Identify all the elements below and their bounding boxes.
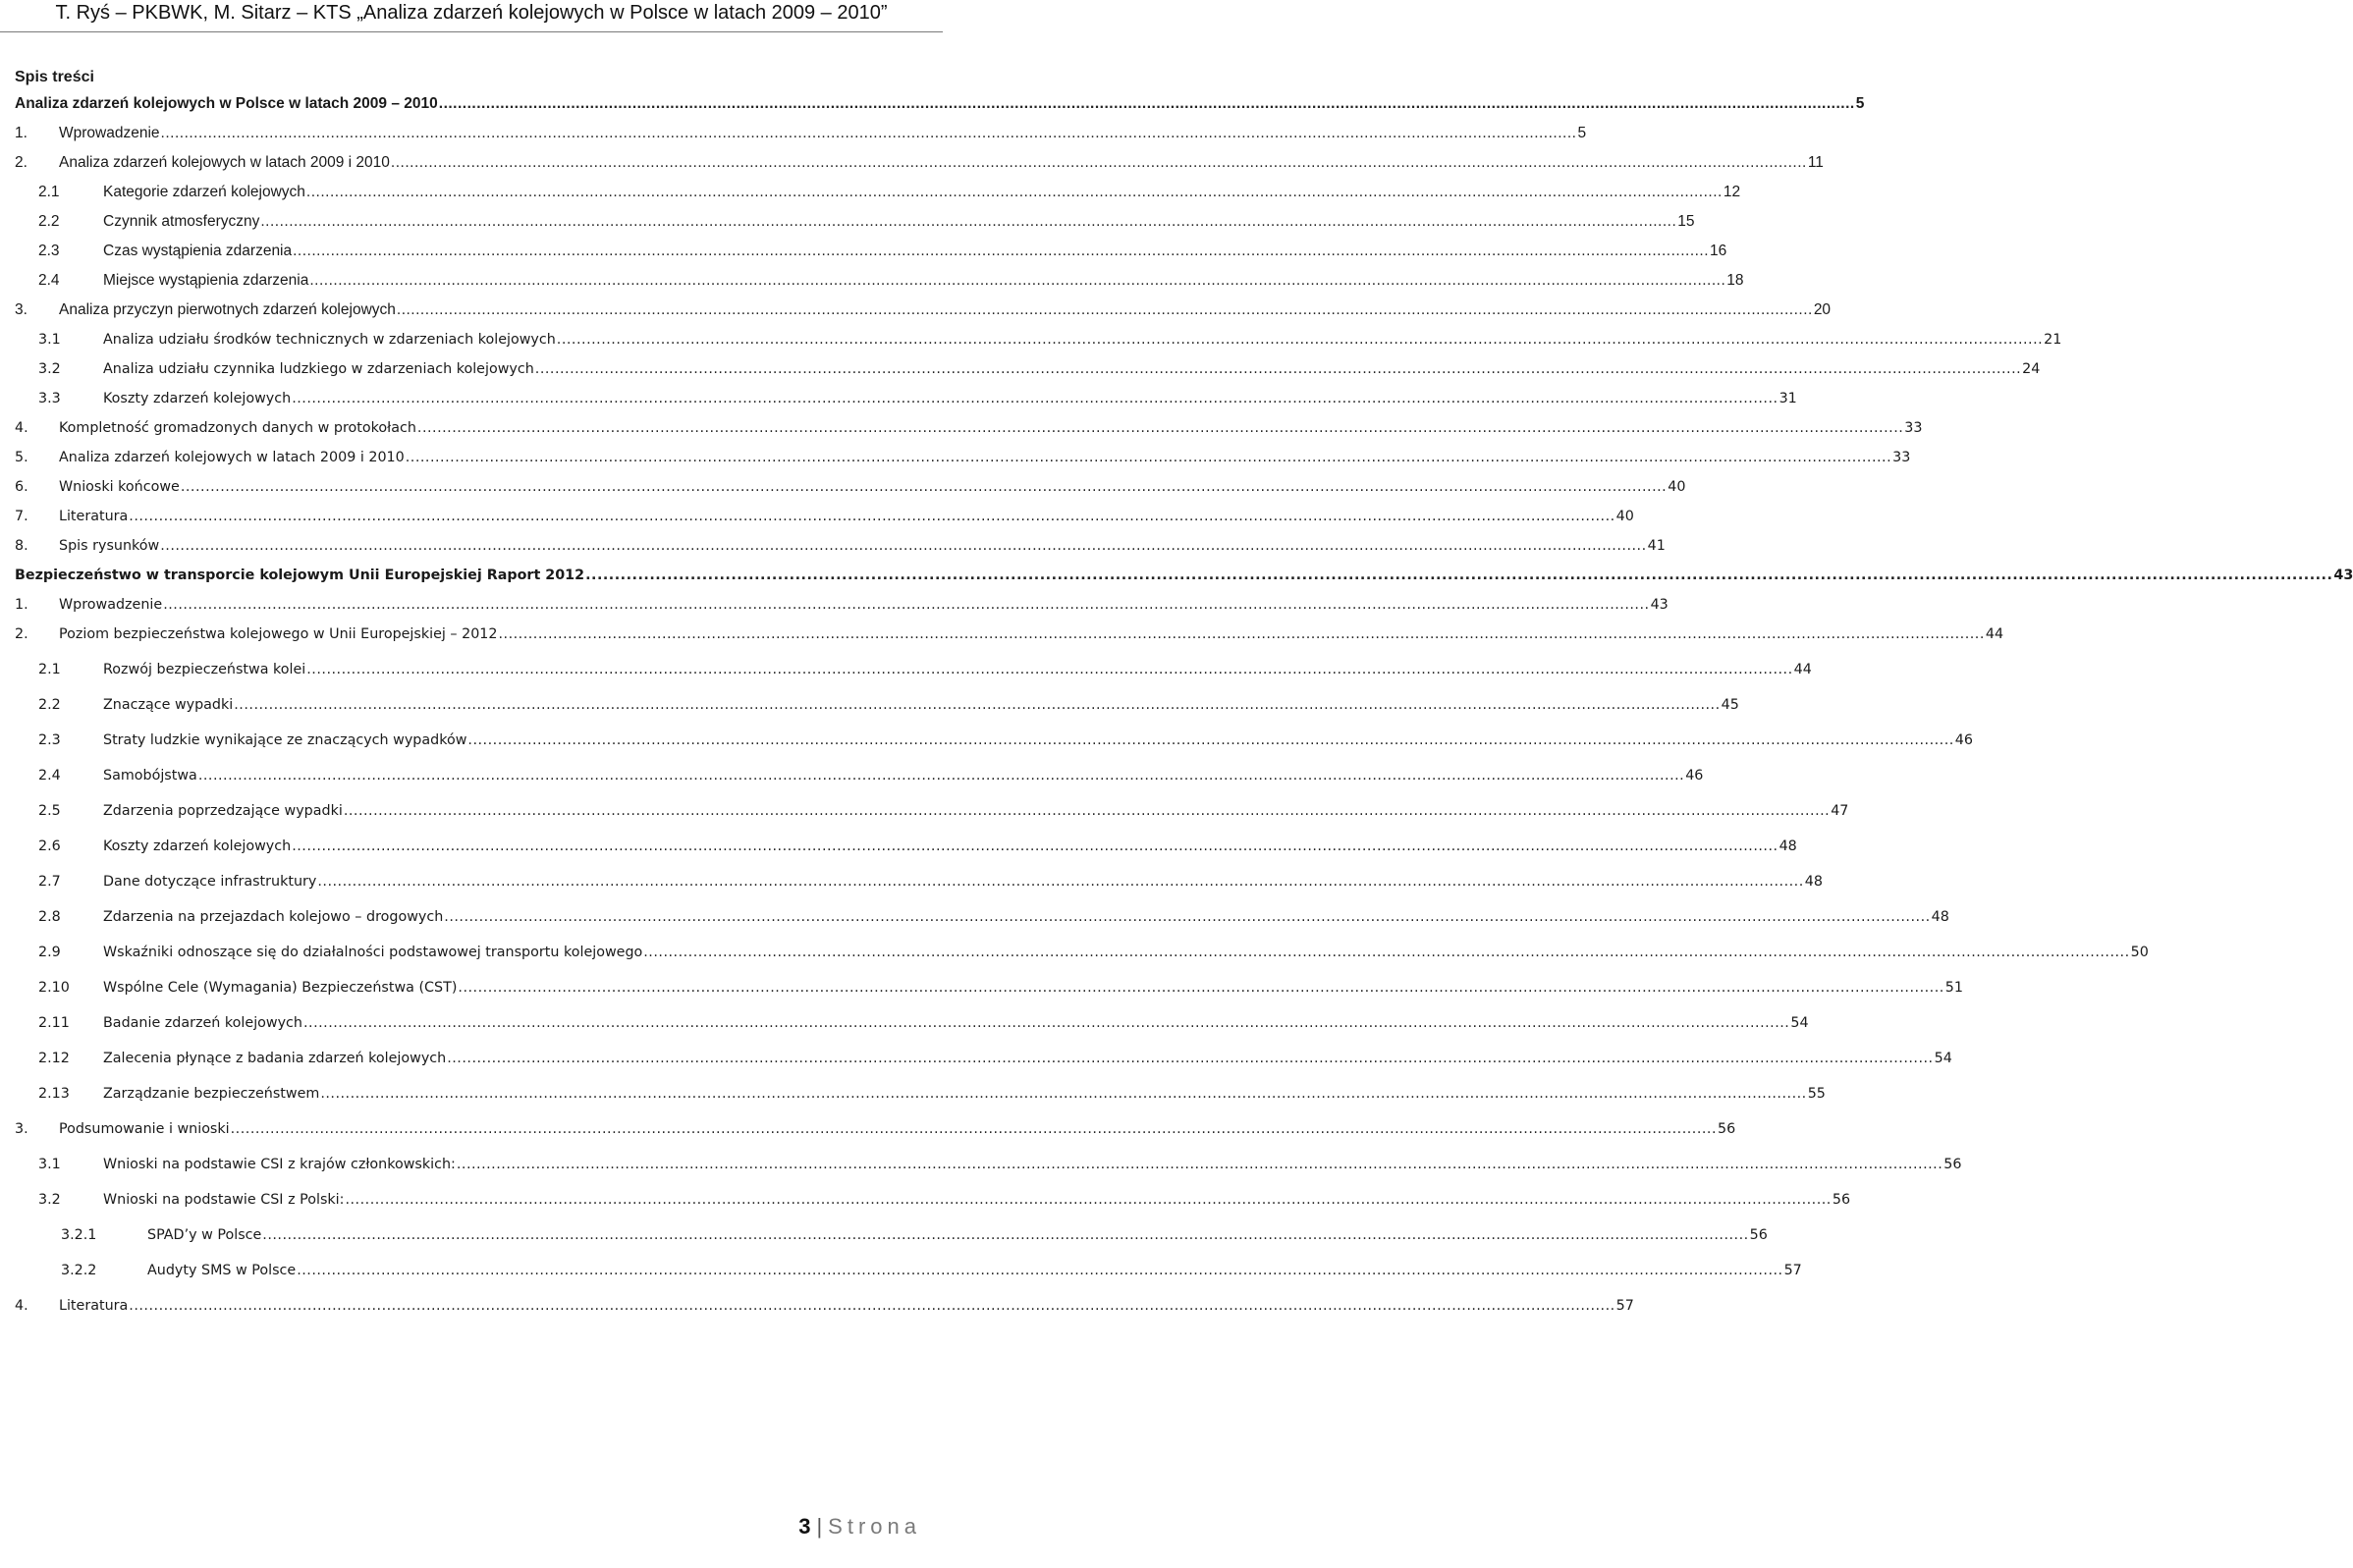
toc-entry-title: Spis rysunków <box>59 538 160 554</box>
toc-dot-leader: ............................................................................................................................................................................................................................................................................................................ <box>534 361 2022 377</box>
toc-entry-number: 3.2 <box>38 1192 61 1208</box>
toc-entry-number: 2. <box>15 154 27 171</box>
toc-entry[interactable] <box>0 297 1832 326</box>
toc-entry-link[interactable] <box>15 567 2353 584</box>
toc-dot-leader: ............................................................................................................................................................................................................................................................................................................ <box>180 479 1668 495</box>
toc-dot-leader: ............................................................................................................................................................................................................................................................................................................ <box>643 945 2130 960</box>
toc-entry-title: Analiza udziału czynnika ludzkiego w zdarzeniach kolejowych <box>103 361 534 377</box>
toc-entry-number: 2.7 <box>38 874 61 890</box>
toc-entry[interactable] <box>0 1045 1952 1080</box>
toc-entry-link[interactable] <box>103 1191 1851 1209</box>
toc-entry-title: Bezpieczeństwo w transporcie kolejowym Unii Europejskiej Raport 2012 <box>15 568 585 583</box>
toc-entry[interactable] <box>0 208 1695 238</box>
toc-dot-leader: ............................................................................................................................................................................................................................................................................................................ <box>416 420 1904 436</box>
toc-entry[interactable] <box>0 797 1849 833</box>
toc-entry-page: 40 <box>1668 479 1686 495</box>
toc-entry-link[interactable] <box>59 537 1666 555</box>
toc-entry-page: 48 <box>1931 909 1949 925</box>
toc-entry-page: 44 <box>1793 662 1812 677</box>
toc-entry-title: Wnioski na podstawie CSI z krajów członkowskich: <box>103 1157 456 1172</box>
toc-dot-leader: ............................................................................................................................................................................................................................................................................................................ <box>456 1157 1943 1172</box>
toc-entry-number: 2.1 <box>38 184 60 200</box>
toc-entry-title: Wspólne Cele (Wymagania) Bezpieczeństwa (CST) <box>103 980 458 996</box>
toc-entry-title: Badanie zdarzeń kolejowych <box>103 1015 302 1031</box>
toc-entry-page: 57 <box>1615 1298 1634 1314</box>
toc-dot-leader: ............................................................................................................................................................................................................................................................................................................ <box>396 301 1813 318</box>
toc-entry[interactable] <box>0 1115 1736 1151</box>
header-rule <box>0 31 943 32</box>
toc-dot-leader: ............................................................................................................................................................................................................................................................................................................ <box>405 450 1892 465</box>
toc-entry[interactable] <box>0 691 1739 727</box>
toc-entry-number: 2.8 <box>38 909 61 925</box>
toc-entry-number: 2.11 <box>38 1015 70 1031</box>
toc-entry-number: 2.9 <box>38 945 61 960</box>
toc-entry-link[interactable] <box>103 731 1973 749</box>
toc-entry-title: Audyty SMS w Polsce <box>147 1263 297 1278</box>
table-of-contents <box>0 90 2353 1327</box>
toc-dot-leader: ............................................................................................................................................................................................................................................................................................................ <box>438 95 1855 112</box>
page-label: Strona <box>828 1514 921 1539</box>
toc-dot-leader: ............................................................................................................................................................................................................................................................................................................ <box>160 125 1577 141</box>
toc-entry-title: Dane dotyczące infrastruktury <box>103 874 317 890</box>
toc-entry-number: 3.1 <box>38 332 61 348</box>
toc-title: Spis treści <box>15 69 94 85</box>
toc-entry[interactable] <box>0 621 2004 656</box>
toc-entry-title: Wprowadzenie <box>59 125 160 141</box>
toc-dot-leader: ............................................................................................................................................................................................................................................................................................................ <box>234 697 1721 713</box>
toc-entry[interactable] <box>0 1009 1809 1045</box>
toc-entry-page: 48 <box>1778 838 1797 854</box>
toc-entry[interactable] <box>0 444 1911 473</box>
toc-entry[interactable] <box>0 120 1587 149</box>
toc-entry[interactable] <box>0 503 1634 532</box>
toc-entry-link[interactable] <box>103 390 1797 407</box>
toc-entry-title: Samobójstwa <box>103 768 197 784</box>
toc-entry-page: 12 <box>1723 184 1741 200</box>
toc-entry-link[interactable] <box>103 873 1823 891</box>
toc-dot-leader: ............................................................................................................................................................................................................................................................................................................ <box>260 213 1677 230</box>
toc-entry-link[interactable] <box>103 661 1812 678</box>
toc-entry-page: 16 <box>1710 243 1727 259</box>
toc-dot-leader: ............................................................................................................................................................................................................................................................................................................ <box>293 243 1710 259</box>
toc-entry-title: Straty ludzkie wynikające ze znaczących wypadków <box>103 732 467 748</box>
toc-entry[interactable] <box>0 833 1797 868</box>
toc-entry[interactable] <box>0 903 1949 939</box>
toc-entry-number: 2. <box>15 626 28 642</box>
toc-entry-page: 57 <box>1783 1263 1802 1278</box>
toc-dot-leader: ............................................................................................................................................................................................................................................................................................................ <box>343 803 1831 819</box>
toc-entry-number: 2.4 <box>38 768 61 784</box>
toc-entry[interactable] <box>0 656 1812 691</box>
toc-dot-leader: ............................................................................................................................................................................................................................................................................................................ <box>302 1015 1790 1031</box>
toc-entry-link[interactable] <box>103 243 1727 260</box>
toc-entry-link[interactable] <box>103 360 2041 378</box>
toc-entry-title: Koszty zdarzeń kolejowych <box>103 391 292 406</box>
toc-entry-page: 45 <box>1721 697 1739 713</box>
toc-dot-leader: ............................................................................................................................................................................................................................................................................................................ <box>197 768 1685 784</box>
toc-entry-page: 18 <box>1726 272 1744 289</box>
toc-dot-leader: ............................................................................................................................................................................................................................................................................................................ <box>458 980 1944 996</box>
toc-entry-link[interactable] <box>15 95 1865 113</box>
toc-entry-title: Literatura <box>59 1298 129 1314</box>
toc-entry[interactable] <box>0 385 1797 414</box>
toc-entry[interactable] <box>0 179 1741 208</box>
toc-entry-title: Wprowadzenie <box>59 597 163 613</box>
toc-dot-leader: ............................................................................................................................................................................................................................................................................................................ <box>292 838 1778 854</box>
toc-entry-number: 2.1 <box>38 662 61 677</box>
toc-dot-leader: ............................................................................................................................................................................................................................................................................................................ <box>317 874 1804 890</box>
toc-entry-page: 31 <box>1778 391 1797 406</box>
toc-dot-leader: ............................................................................................................................................................................................................................................................................................................ <box>309 272 1726 289</box>
toc-entry-title: Kategorie zdarzeń kolejowych <box>103 184 305 200</box>
toc-entry-link[interactable] <box>59 1297 1634 1315</box>
toc-entry-link[interactable] <box>103 908 1949 926</box>
toc-dot-leader: ............................................................................................................................................................................................................................................................................................................ <box>163 597 1650 613</box>
toc-entry-page: 56 <box>1749 1227 1768 1243</box>
toc-entry[interactable] <box>0 149 1824 179</box>
toc-entry-number: 2.5 <box>38 803 61 819</box>
toc-entry[interactable] <box>0 727 1973 762</box>
toc-entry-link[interactable] <box>103 979 1963 997</box>
toc-entry-number: 3.2 <box>38 361 61 377</box>
toc-entry-page: 56 <box>1943 1157 1962 1172</box>
toc-entry-title: SPAD’y w Polsce <box>147 1227 262 1243</box>
toc-entry-page: 21 <box>2044 332 2062 348</box>
toc-entry-title: Analiza zdarzeń kolejowych w latach 2009 i 2010 <box>59 450 405 465</box>
toc-entry-link[interactable] <box>103 184 1741 201</box>
toc-entry-number: 4. <box>15 420 28 436</box>
toc-entry-page: 11 <box>1807 154 1824 171</box>
toc-entry-link[interactable] <box>59 625 2004 643</box>
toc-entry-page: 56 <box>1718 1121 1736 1137</box>
toc-entry[interactable] <box>0 868 1823 903</box>
toc-entry-link[interactable] <box>103 331 2062 349</box>
toc-entry[interactable] <box>0 562 2353 591</box>
toc-entry-number: 2.13 <box>38 1086 70 1102</box>
toc-entry-link[interactable] <box>103 1156 1962 1173</box>
toc-entry-number: 2.10 <box>38 980 70 996</box>
toc-entry-number: 2.6 <box>38 838 61 854</box>
toc-entry[interactable] <box>0 1186 1851 1221</box>
toc-entry-number: 2.2 <box>38 213 60 230</box>
toc-entry-link[interactable] <box>103 1014 1809 1032</box>
toc-dot-leader: ............................................................................................................................................................................................................................................................................................................ <box>390 154 1807 171</box>
toc-entry-number: 1. <box>15 125 27 141</box>
toc-entry-link[interactable] <box>103 838 1797 855</box>
toc-dot-leader: ............................................................................................................................................................................................................................................................................................................ <box>467 732 1954 748</box>
toc-dot-leader: ............................................................................................................................................................................................................................................................................................................ <box>160 538 1647 554</box>
toc-entry-page: 47 <box>1831 803 1849 819</box>
toc-entry-link[interactable] <box>103 1085 1826 1103</box>
toc-entry-number: 7. <box>15 509 28 524</box>
toc-entry-page: 55 <box>1807 1086 1826 1102</box>
toc-entry-title: Poziom bezpieczeństwa kolejowego w Unii Europejskiej – 2012 <box>59 626 498 642</box>
toc-entry-number: 2.2 <box>38 697 61 713</box>
toc-entry-number: 3. <box>15 301 27 318</box>
toc-entry-page: 44 <box>1985 626 2004 642</box>
toc-entry[interactable] <box>0 355 2041 385</box>
toc-entry-link[interactable] <box>59 125 1587 142</box>
toc-dot-leader: ............................................................................................................................................................................................................................................................................................................ <box>320 1086 1807 1102</box>
toc-dot-leader: ............................................................................................................................................................................................................................................................................................................ <box>444 909 1931 925</box>
toc-entry-link[interactable] <box>147 1226 1768 1244</box>
toc-entry[interactable] <box>0 238 1727 267</box>
toc-entry-number: 6. <box>15 479 28 495</box>
toc-entry-link[interactable] <box>103 696 1739 714</box>
toc-entry-page: 5 <box>1855 95 1865 112</box>
toc-entry-link[interactable] <box>59 301 1832 319</box>
toc-entry-link[interactable] <box>147 1262 1802 1279</box>
toc-entry[interactable] <box>0 1151 1962 1186</box>
toc-entry-link[interactable] <box>59 508 1634 525</box>
toc-entry-link[interactable] <box>59 478 1686 496</box>
toc-entry-title: Kompletność gromadzonych danych w protokołach <box>59 420 416 436</box>
toc-dot-leader: ............................................................................................................................................................................................................................................................................................................ <box>129 1298 1615 1314</box>
toc-entry[interactable] <box>0 326 2062 355</box>
toc-entry-link[interactable] <box>59 1120 1736 1138</box>
toc-entry-title: Zdarzenia na przejazdach kolejowo – drogowych <box>103 909 444 925</box>
toc-entry[interactable] <box>0 1080 1826 1115</box>
toc-entry-page: 15 <box>1677 213 1695 230</box>
toc-entry-title: Literatura <box>59 509 129 524</box>
toc-dot-leader: ............................................................................................................................................................................................................................................................................................................ <box>292 391 1778 406</box>
toc-entry-page: 43 <box>1650 597 1669 613</box>
toc-entry-page: 48 <box>1804 874 1823 890</box>
toc-entry-title: Podsumowanie i wnioski <box>59 1121 230 1137</box>
toc-dot-leader: ............................................................................................................................................................................................................................................................................................................ <box>556 332 2044 348</box>
toc-entry-page: 46 <box>1954 732 1973 748</box>
toc-entry-link[interactable] <box>59 449 1911 466</box>
toc-entry-page: 33 <box>1892 450 1911 465</box>
toc-entry-title: Wnioski końcowe <box>59 479 180 495</box>
toc-entry-page: 43 <box>2333 568 2353 583</box>
page-footer <box>798 1514 921 1540</box>
toc-entry-title: Zdarzenia poprzedzające wypadki <box>103 803 343 819</box>
toc-entry-number: 8. <box>15 538 28 554</box>
toc-entry-page: 51 <box>1944 980 1963 996</box>
toc-entry[interactable] <box>0 473 1686 503</box>
toc-entry-page: 40 <box>1615 509 1634 524</box>
toc-entry-number: 2.3 <box>38 243 60 259</box>
toc-entry[interactable] <box>0 1257 1802 1292</box>
toc-entry-title: Koszty zdarzeń kolejowych <box>103 838 292 854</box>
toc-entry-page: 33 <box>1904 420 1923 436</box>
toc-entry-number: 3.2.2 <box>61 1263 97 1278</box>
toc-dot-leader: ............................................................................................................................................................................................................................................................................................................ <box>447 1051 1934 1066</box>
page-number: 3 <box>798 1514 811 1539</box>
toc-entry-page: 50 <box>2130 945 2149 960</box>
toc-entry-number: 2.3 <box>38 732 61 748</box>
toc-entry-title: Miejsce wystąpienia zdarzenia <box>103 272 309 289</box>
toc-dot-leader: ............................................................................................................................................................................................................................................................................................................ <box>262 1227 1749 1243</box>
toc-entry-number: 1. <box>15 597 28 613</box>
toc-entry-page: 20 <box>1813 301 1832 318</box>
toc-entry-page: 54 <box>1790 1015 1809 1031</box>
toc-entry-title: Zarządzanie bezpieczeństwem <box>103 1086 320 1102</box>
toc-entry-number: 2.4 <box>38 272 60 289</box>
toc-entry-number: 3. <box>15 1121 28 1137</box>
toc-entry-link[interactable] <box>103 272 1744 290</box>
toc-entry-page: 5 <box>1577 125 1587 141</box>
toc-entry-link[interactable] <box>103 1050 1952 1067</box>
toc-entry[interactable] <box>0 974 1963 1009</box>
toc-entry-title: Wnioski na podstawie CSI z Polski: <box>103 1192 345 1208</box>
toc-entry-title: Rozwój bezpieczeństwa kolei <box>103 662 306 677</box>
toc-dot-leader: ............................................................................................................................................................................................................................................................................................................ <box>585 568 2333 583</box>
toc-entry-title: Czynnik atmosferyczny <box>103 213 260 230</box>
toc-entry-number: 2.12 <box>38 1051 70 1066</box>
toc-dot-leader: ............................................................................................................................................................................................................................................................................................................ <box>129 509 1615 524</box>
toc-entry-link[interactable] <box>103 213 1695 231</box>
toc-entry[interactable] <box>0 532 1666 562</box>
toc-entry[interactable] <box>0 762 1704 797</box>
toc-entry-title: Wskaźniki odnoszące się do działalności podstawowej transportu kolejowego <box>103 945 643 960</box>
toc-entry-page: 56 <box>1832 1192 1851 1208</box>
toc-entry-link[interactable] <box>103 802 1849 820</box>
toc-dot-leader: ............................................................................................................................................................................................................................................................................................................ <box>297 1263 1783 1278</box>
toc-entry-number: 3.2.1 <box>61 1227 97 1243</box>
toc-entry-title: Analiza zdarzeń kolejowych w Polsce w latach 2009 – 2010 <box>15 95 438 112</box>
toc-entry-page: 24 <box>2022 361 2041 377</box>
toc-dot-leader: ............................................................................................................................................................................................................................................................................................................ <box>345 1192 1832 1208</box>
toc-entry-page: 46 <box>1685 768 1704 784</box>
toc-dot-leader: ............................................................................................................................................................................................................................................................................................................ <box>305 184 1723 200</box>
toc-dot-leader: ............................................................................................................................................................................................................................................................................................................ <box>306 662 1793 677</box>
toc-entry-number: 3.1 <box>38 1157 61 1172</box>
toc-dot-leader: ............................................................................................................................................................................................................................................................................................................ <box>498 626 1985 642</box>
running-header: T. Ryś – PKBWK, M. Sitarz – KTS „Analiza zdarzeń kolejowych w Polsce w latach 2009 – 2010” <box>55 2 888 24</box>
toc-entry[interactable] <box>0 1292 1634 1327</box>
toc-dot-leader: ............................................................................................................................................................................................................................................................................................................ <box>230 1121 1718 1137</box>
toc-entry-number: 4. <box>15 1298 28 1314</box>
toc-entry-page: 41 <box>1647 538 1666 554</box>
toc-entry-title: Zalecenia płynące z badania zdarzeń kolejowych <box>103 1051 447 1066</box>
toc-entry[interactable] <box>0 267 1744 297</box>
toc-entry-link[interactable] <box>59 596 1669 614</box>
toc-entry-title: Czas wystąpienia zdarzenia <box>103 243 293 259</box>
toc-entry-title: Analiza przyczyn pierwotnych zdarzeń kolejowych <box>59 301 396 318</box>
toc-entry[interactable] <box>0 939 2149 974</box>
toc-entry-title: Analiza zdarzeń kolejowych w latach 2009 i 2010 <box>59 154 390 171</box>
toc-entry-page: 54 <box>1934 1051 1952 1066</box>
toc-entry-link[interactable] <box>103 944 2149 961</box>
toc-entry-link[interactable] <box>59 419 1923 437</box>
toc-entry[interactable] <box>0 414 1923 444</box>
toc-entry-link[interactable] <box>59 154 1824 172</box>
toc-entry[interactable] <box>0 90 1865 120</box>
toc-entry-link[interactable] <box>103 767 1704 784</box>
toc-entry-number: 3.3 <box>38 391 61 406</box>
toc-entry-title: Analiza udziału środków technicznych w zdarzeniach kolejowych <box>103 332 556 348</box>
toc-entry-number: 5. <box>15 450 28 465</box>
toc-entry-title: Znaczące wypadki <box>103 697 234 713</box>
toc-entry[interactable] <box>0 591 1669 621</box>
toc-entry[interactable] <box>0 1221 1768 1257</box>
footer-separator: | <box>816 1514 823 1539</box>
